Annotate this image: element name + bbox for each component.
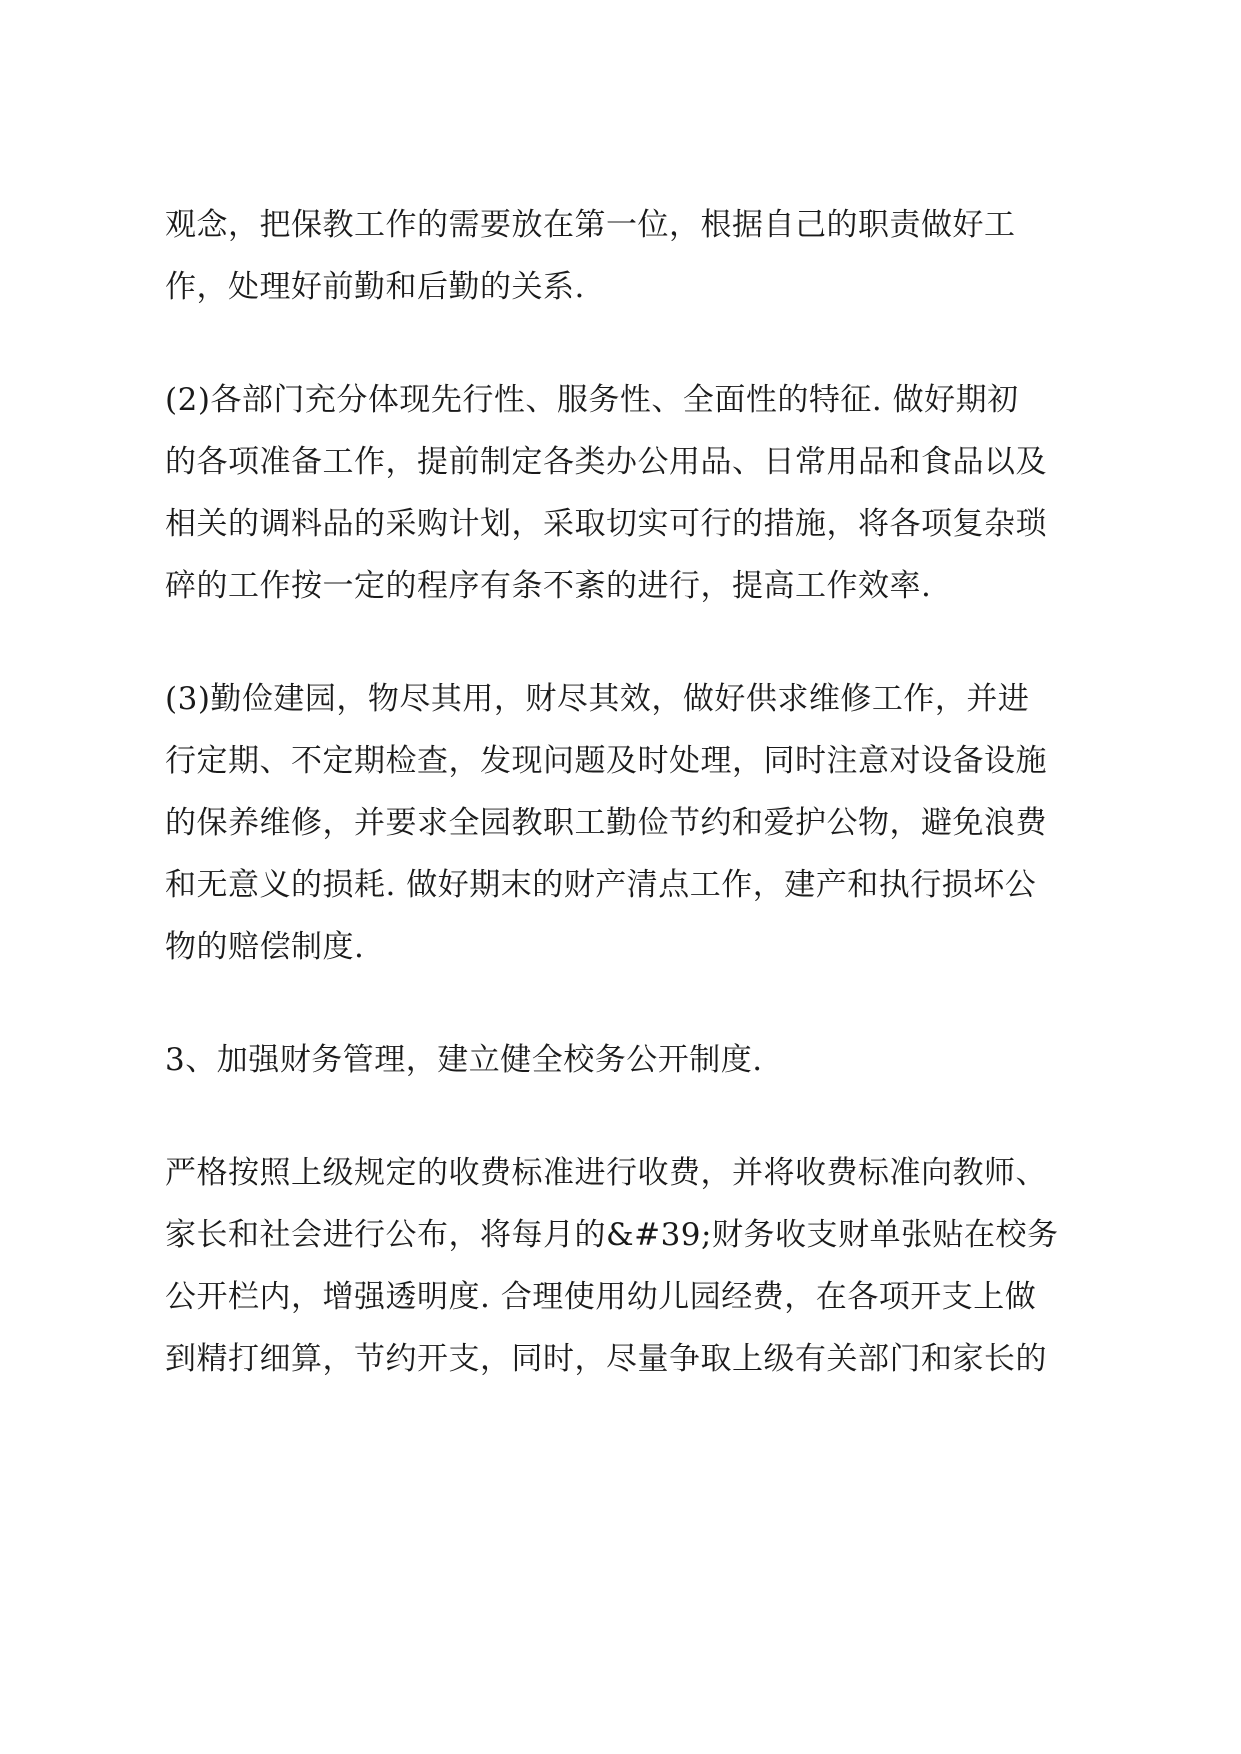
paragraph-3-line-2: 行定期、不定期检查，发现问题及时处理，同时注意对设备设施 — [165, 743, 1047, 779]
paragraph-2-line-2: 的各项准备工作，提前制定各类办公用品、日常用品和食品以及 — [165, 444, 1047, 480]
paragraph-1-line-1: 观念，把保教工作的需要放在第一位，根据自己的职责做好工 — [165, 207, 1016, 243]
paragraph-5-line-2: 家长和社会进行公布，将每月的&#39;财务收支财单张贴在校务 — [165, 1217, 1059, 1253]
paragraph-2-line-4: 碎的工作按一定的程序有条不紊的进行，提高工作效率. — [165, 568, 932, 604]
paragraph-3-line-4: 和无意义的损耗. 做好期末的财产清点工作，建产和执行损坏公 — [165, 867, 1037, 903]
paragraph-5-line-4: 到精打细算，节约开支，同时，尽量争取上级有关部门和家长的 — [165, 1341, 1047, 1377]
paragraph-1-line-2: 作，处理好前勤和后勤的关系. — [165, 269, 585, 305]
paragraph-3-line-5: 物的赔偿制度. — [165, 929, 365, 965]
paragraph-5-line-1: 严格按照上级规定的收费标准进行收费，并将收费标准向教师、 — [165, 1155, 1047, 1191]
paragraph-3-line-1: (3)勤俭建园，物尽其用，财尽其效，做好供求维修工作，并进 — [165, 681, 1030, 717]
paragraph-2-line-1: (2)各部门充分体现先行性、服务性、全面性的特征. 做好期初 — [165, 382, 1019, 418]
paragraph-3-line-3: 的保养维修，并要求全园教职工勤俭节约和爱护公物，避免浪费 — [165, 805, 1047, 841]
paragraph-5-line-3: 公开栏内，增强透明度. 合理使用幼儿园经费，在各项开支上做 — [165, 1279, 1037, 1315]
section-heading-3: 3、加强财务管理，建立健全校务公开制度. — [165, 1042, 763, 1078]
paragraph-2-line-3: 相关的调料品的采购计划，采取切实可行的措施，将各项复杂琐 — [165, 506, 1047, 542]
